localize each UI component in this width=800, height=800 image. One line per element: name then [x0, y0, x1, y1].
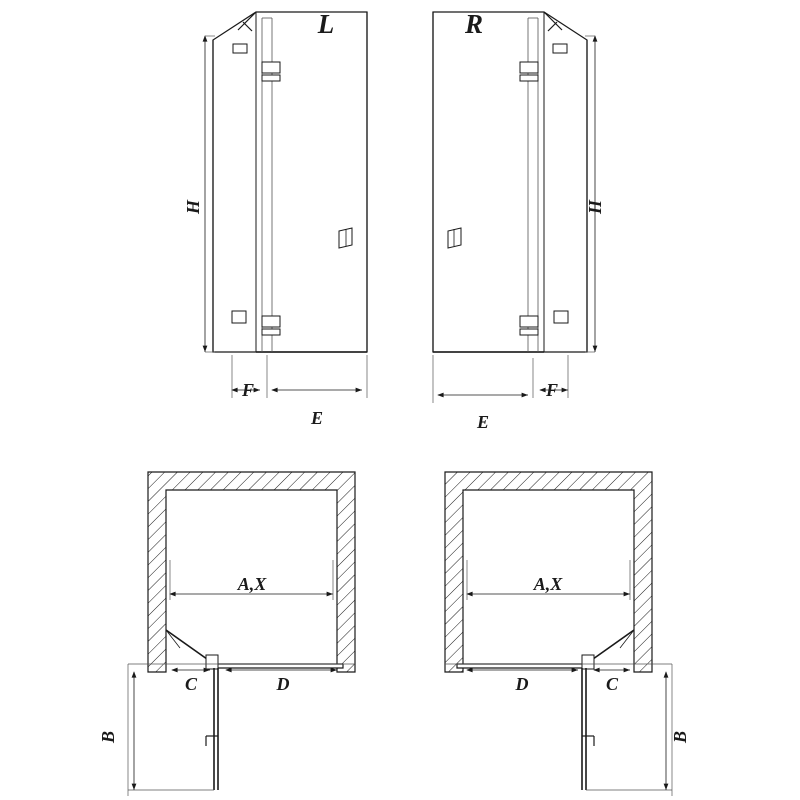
dimension-label-AX-left: A,X: [237, 574, 267, 594]
dimension-label-D-right: D: [515, 674, 529, 694]
dimension-label-H-left: H: [183, 199, 203, 215]
dimension-label-B-right: B: [670, 730, 690, 744]
dimension-label-H-right: H: [585, 199, 605, 215]
dimension-label-E-left: E: [310, 408, 324, 428]
label-view-left: L: [317, 9, 335, 39]
dimension-label-D-left: D: [276, 674, 290, 694]
view-elevation-right: [433, 12, 595, 403]
dimension-label-F-right: F: [545, 380, 559, 400]
dimension-label-B-left: B: [98, 730, 118, 744]
dimension-label-C-right: C: [605, 674, 619, 694]
view-plan-left: [128, 472, 355, 796]
dimension-label-E-right: E: [476, 412, 490, 432]
dimension-label-F-left: F: [241, 380, 255, 400]
label-view-right: R: [464, 9, 484, 39]
dimension-label-C-left: C: [184, 674, 198, 694]
dimension-label-AX-right: A,X: [533, 574, 563, 594]
view-elevation-left: [205, 12, 367, 398]
view-plan-right: [445, 472, 672, 796]
